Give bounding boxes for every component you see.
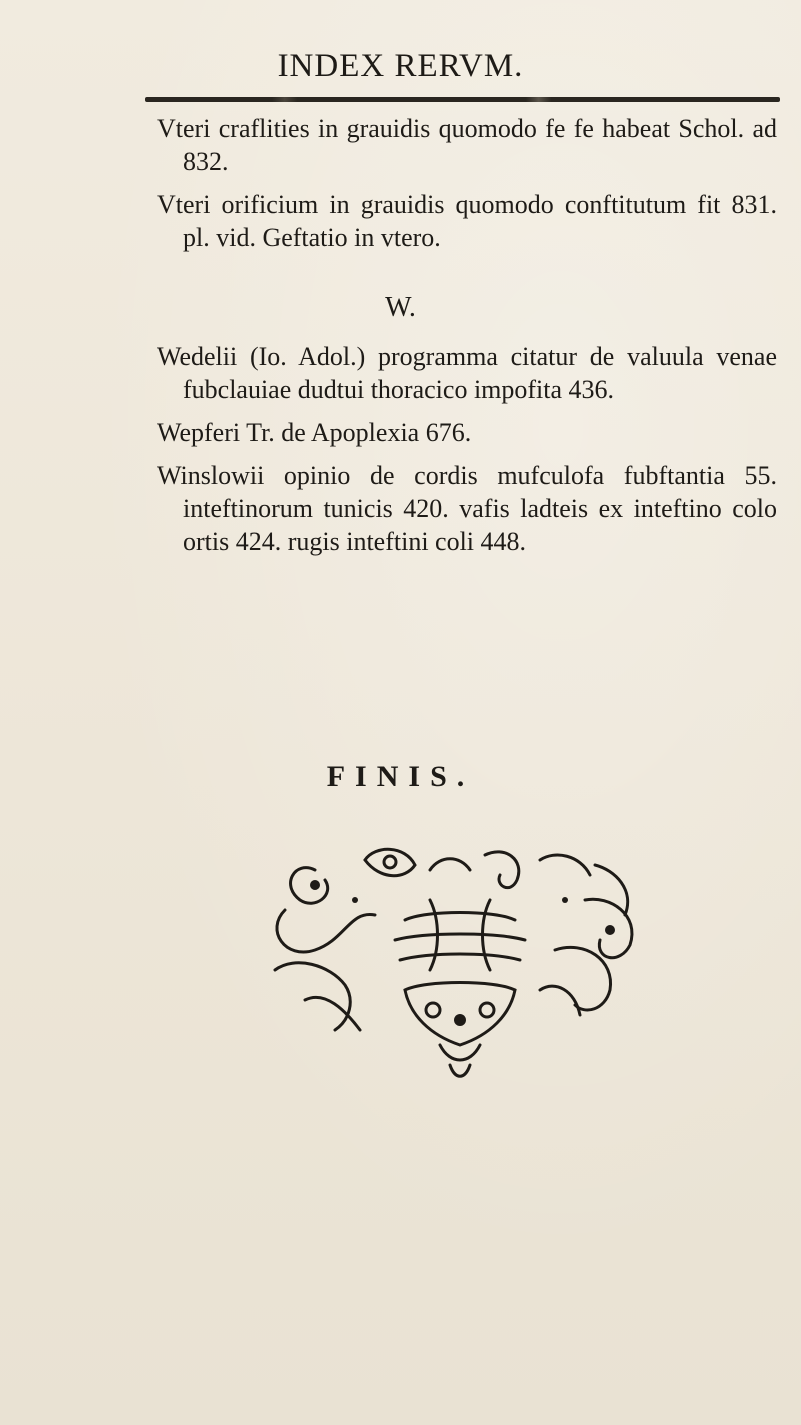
section-letter: W.	[385, 292, 416, 323]
page-header: INDEX RERVM.	[277, 48, 524, 84]
index-entry: Winslowii opinio de cordis mufculofa fubftantia 55. inteftinorum tunicis 420. vafis ladteis ex inteftino colo ortis 424. rugis inteftini coli 448.	[157, 461, 777, 556]
index-entry: Vteri craflities in grauidis quomodo fe fe habeat Schol. ad 832.	[157, 114, 777, 176]
header-rule	[145, 97, 780, 102]
index-entry: Wepferi Tr. de Apoplexia 676.	[157, 418, 472, 447]
index-entry: Wedelii (Io. Adol.) programma citatur de valuula venae fubclauiae dudtui thoracico impofita 436.	[157, 342, 777, 404]
finis-text: FINIS.	[326, 760, 475, 793]
fleuron-ornament-icon	[255, 840, 665, 1090]
index-entries-w	[157, 340, 777, 568]
index-entry: Vteri orificium in grauidis quomodo conftitutum fit 831. pl. vid. Geftatio in vtero.	[157, 190, 777, 252]
index-entries-v	[157, 112, 777, 264]
